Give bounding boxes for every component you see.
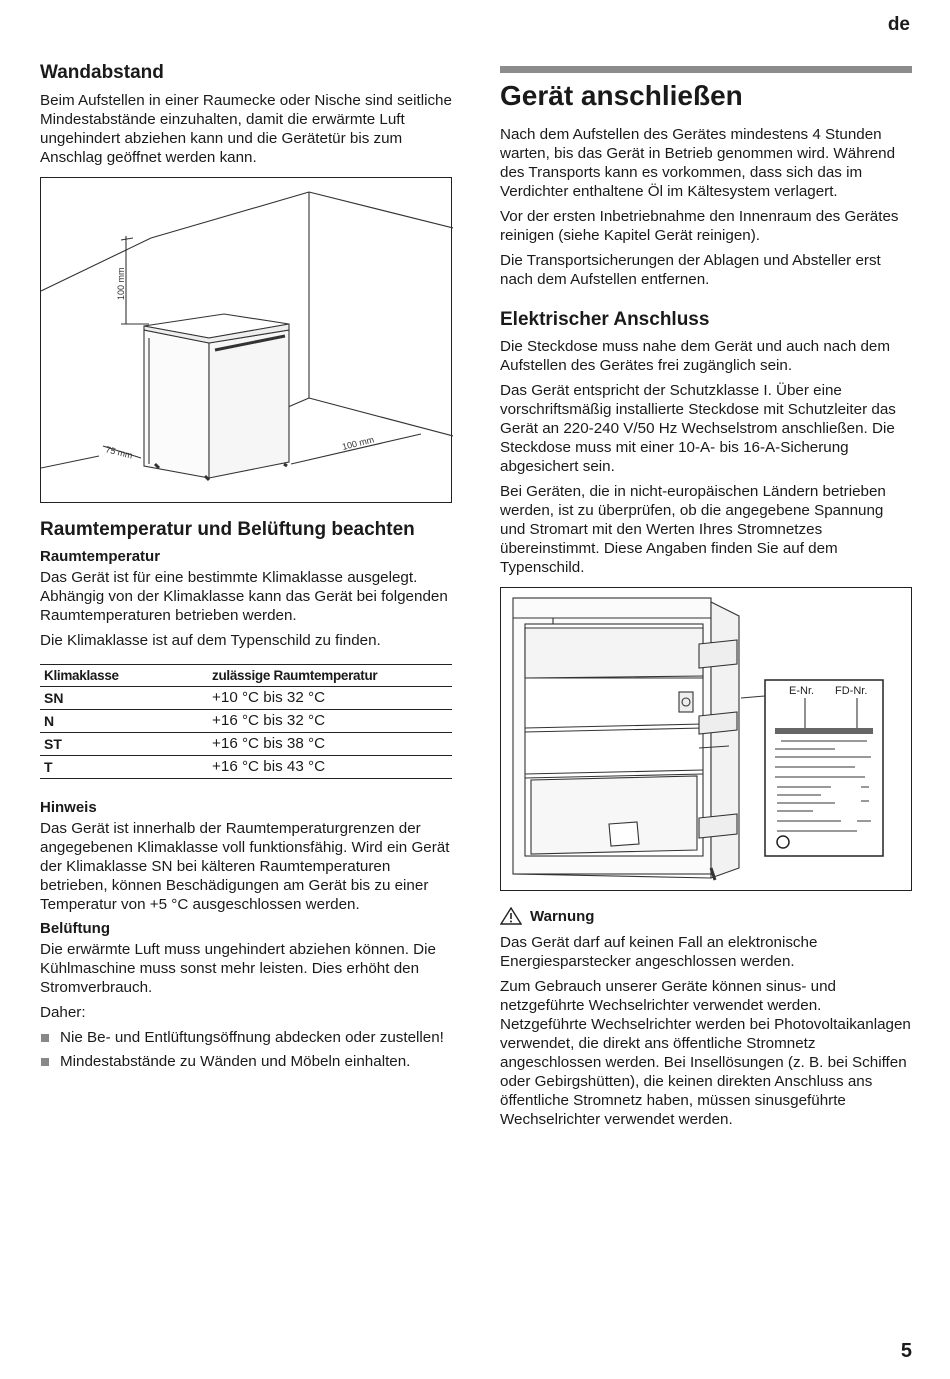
elektrisch-text-1: Die Steckdose muss nahe dem Gerät und auch nach dem Aufstellen des Gerätes frei zugänglich sein.	[500, 338, 891, 375]
wall-distance-figure	[40, 177, 452, 503]
table-row	[40, 709, 452, 732]
right-column	[500, 66, 912, 1135]
anschliessen-text-1: Nach dem Aufstellen des Gerätes mindestens 4 Stunden warten, bis das Gerät in Betrieb genommen wird. Während des Transports kann es vorkommen, dass sich das im Verdichter enthaltene Öl im Kältesystem verlagert.	[500, 125, 896, 200]
warnung-text-1: Das Gerät darf auf keinen Fall an elektronische Energiesparstecker angeschlossen werden.	[500, 934, 818, 971]
table-cell-temperature: +10 °C bis 32 °C	[208, 686, 452, 709]
left-column	[40, 62, 454, 1076]
fridge-rating-plate-illustration	[501, 588, 913, 892]
heading-geraet-anschliessen: Gerät anschließen	[500, 66, 912, 113]
bullet-list	[40, 1028, 454, 1071]
table-cell-class: T	[40, 755, 208, 778]
belueftung-text: Die erwärmte Luft muss ungehindert abziehen können. Die Kühlmaschine muss sonst mehr leisten. Dies erhöht den Stromverbrauch.	[40, 940, 436, 996]
table-cell-class: N	[40, 709, 208, 732]
heading-raumtemperatur-belueftung: Raumtemperatur und Belüftung beachten	[40, 518, 415, 540]
label-fdnr: FD-Nr.	[835, 685, 868, 698]
warning-title: Warnung	[530, 907, 595, 925]
list-item-text: Mindestabstände zu Wänden und Möbeln einhalten.	[60, 1052, 411, 1070]
list-item	[40, 1052, 454, 1071]
anschliessen-text-2: Vor der ersten Inbetriebnahme den Innenraum des Gerätes reinigen (siehe Kapitel Gerät reinigen).	[500, 207, 899, 244]
bullet-square-icon	[41, 1034, 49, 1042]
table-row	[40, 732, 452, 755]
label-top-distance: 100 mm	[116, 267, 126, 300]
wandabstand-text: Beim Aufstellen in einer Raumecke oder Nische sind seitliche Mindestabstände einzuhalten, damit die erwärmte Luft ungehindert abziehen kann und die Gerätetür bis zum Anschlag geöffnet werden kann.	[40, 91, 452, 166]
anschliessen-text-3: Die Transportsicherungen der Ablagen und Absteller erst nach dem Aufstellen entfernen.	[500, 251, 881, 288]
elektrisch-text-2: Das Gerät entspricht der Schutzklasse I. Über eine vorschriftsmäßig installierte Steckdose mit Schutzleiter das Gerät an 220-240 V/50 Hz Wechselstrom anschließen. Die Steckdose muss mit einer 10-A- bis 16-A-Sicherung abgesichert sein.	[500, 382, 896, 476]
hinweis-text: Das Gerät ist innerhalb der Raumtemperaturgrenzen der angegebenen Klimaklasse voll funktionsfähig. Wird ein Gerät der Klimaklasse SN bei kälteren Raumtemperaturen betrieben, können Beschädigungen am Gerät bis zu einer Temperatur von +5 °C ausgeschlossen werden.	[40, 819, 450, 913]
table-cell-temperature: +16 °C bis 38 °C	[208, 732, 452, 755]
daher-text: Daher:	[40, 1003, 86, 1021]
label-back-distance: 100 mm	[341, 434, 376, 452]
list-item-text: Nie Be- und Entlüftungsöffnung abdecken oder zustellen!	[60, 1028, 444, 1046]
table-cell-temperature: +16 °C bis 32 °C	[208, 709, 452, 732]
heading-wandabstand: Wandabstand	[40, 62, 164, 83]
page-number: 5	[900, 1340, 912, 1362]
language-tag: de	[887, 14, 910, 35]
elektrisch-text-3: Bei Geräten, die in nicht-europäischen Ländern betrieben werden, ist zu überprüfen, ob die angegebene Spannung und Stromart mit den Werten Ihres Stromnetzes übereinstimmt. Diese Angaben finden Sie auf dem Typenschild.	[500, 483, 886, 577]
column-header-temperatur: zulässige Raumtemperatur	[208, 664, 452, 686]
table-cell-temperature: +16 °C bis 43 °C	[208, 755, 452, 778]
subheading-belueftung: Belüftung	[40, 919, 110, 937]
list-item	[40, 1028, 454, 1047]
wall-distance-illustration	[41, 178, 453, 504]
raumtemperatur-text-1: Das Gerät ist für eine bestimmte Klimaklasse ausgelegt. Abhängig von der Klimaklasse kann das Gerät bei folgenden Raumtemperaturen betrieben werden.	[40, 568, 448, 624]
table-cell-class: SN	[40, 686, 208, 709]
warnung-text-2: Zum Gebrauch unserer Geräte können sinus- und netzgeführte Wechselrichter verwendet werden. Netzgeführte Wechselrichter werden bei Photovoltaikanlagen verwendet, die direkt ans öffentliche Stromnetz angeschlossen werden. Bei Insellösungen (z. B. bei Schiffen oder Gebirgshütten), die keinen direkten Anschluss ans öffentliche Stromnetz haben, müssen sinusgeführte Wechselrichter verwendet werden.	[500, 978, 911, 1129]
table-row	[40, 686, 452, 709]
label-enr: E-Nr.	[789, 685, 815, 698]
raumtemperatur-text-2: Die Klimaklasse ist auf dem Typenschild zu finden.	[40, 631, 381, 649]
warning-heading	[500, 907, 912, 925]
table-cell-class: ST	[40, 732, 208, 755]
table-header-row	[40, 664, 452, 686]
column-header-klimaklasse: Klimaklasse	[40, 664, 208, 686]
subheading-hinweis: Hinweis	[40, 798, 97, 816]
climate-class-table	[40, 664, 452, 779]
bullet-square-icon	[41, 1058, 49, 1066]
heading-elektrischer-anschluss: Elektrischer Anschluss	[500, 308, 710, 330]
rating-plate-figure	[500, 587, 912, 891]
warning-triangle-icon	[500, 907, 522, 925]
table-row	[40, 755, 452, 778]
rating-plate	[741, 680, 883, 856]
label-side-distance: 75 mm	[104, 444, 134, 461]
subheading-raumtemperatur: Raumtemperatur	[40, 547, 161, 565]
